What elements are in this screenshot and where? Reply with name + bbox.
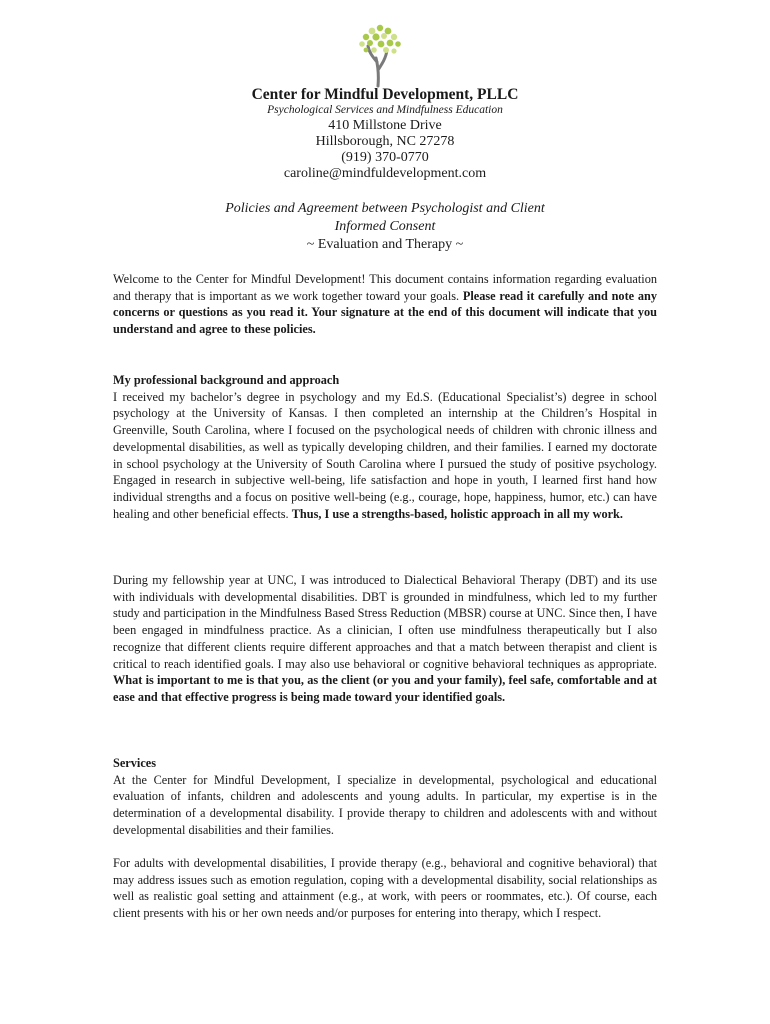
intro-bold-text: Please read it carefully and note any concerns or questions as you read it. Your signature at the end of this document will indicate that you understand and agree to these policies. xyxy=(113,288,657,337)
intro-text: Welcome to the Center for Mindful Development! This document contains information regarding evaluation and therapy that is important as we work together toward your goals. xyxy=(113,272,657,303)
services-section xyxy=(113,755,657,839)
org-tagline: Psychological Services and Mindfulness Education xyxy=(267,104,503,116)
fellowship-text: During my fellowship year at UNC, I was introduced to Dialectical Behavioral Therapy (DBT) and its use with individuals with developmental disabilities. DBT is grounded in mindfulness, which led to my further study and participation in the Mindfulness Based Stress Reduction (MBSR) course at UNC. Since then, I have been engaged in mindfulness practice. As a clinician, I often use mindfulness therapeutically but I also recognize that different clients require different approaches and that a match between therapist and client is critical to reach identified goals. I may also use behavioral or cognitive behavioral techniques as appropriate. xyxy=(113,573,657,671)
org-name: Center for Mindful Development, PLLC xyxy=(251,86,519,103)
adults-paragraph xyxy=(113,855,657,922)
phone-number: (919) 370-0770 xyxy=(341,150,429,165)
background-section xyxy=(113,372,657,522)
fellowship-paragraph xyxy=(113,572,657,706)
document-subtitle: Informed Consent xyxy=(334,219,436,234)
services-text: At the Center for Mindful Development, I specialize in developmental, psychological and educational evaluation of infants, children and adolescents and young adults. In particular, my expertise is in the determination of a developmental disability. I provide therapy to children and adolescents with and without developmental disabilities and their families. xyxy=(113,772,657,837)
address-street: 410 Millstone Drive xyxy=(328,118,442,133)
address-city: Hillsborough, NC 27278 xyxy=(315,134,455,149)
background-bold-text: Thus, I use a strengths-based, holistic approach in all my work. xyxy=(291,506,623,521)
services-heading: Services xyxy=(113,756,157,770)
document-scope: ~ Evaluation and Therapy ~ xyxy=(306,237,464,252)
background-text: I received my bachelor’s degree in psychology and my Ed.S. (Educational Specialist’s) degree in school psychology at the University of Kansas. I then completed an internship at the Children’s Hospital in Greenville, South Carolina, where I focused on the psychological needs of children with chronic illness and developmental disabilities, as well as typically developing children, and their families. I earned my doctorate in school psychology at the University of South Carolina where I pursued the study of positive psychology. Engaged in research in subjective well-being, life satisfaction and hope in youth, I learned first hand how individual strengths and a focus on positive well-being (e.g., courage, hope, happiness, humor, etc.) can have healing and other beneficial effects. xyxy=(113,389,657,521)
email-address: caroline@mindfuldevelopment.com xyxy=(283,166,487,181)
background-heading: My professional background and approach xyxy=(113,373,340,387)
tree-logo-icon xyxy=(356,22,404,88)
document-title: Policies and Agreement between Psychologist and Client xyxy=(225,201,545,216)
intro-paragraph xyxy=(113,271,657,338)
adults-text: For adults with developmental disabilities, I provide therapy (e.g., behavioral and cognitive behavioral) that may address issues such as emotion regulation, coping with a developmental disability, social relationships as well as realistic goal setting and attainment (e.g., at work, with peers or roommates, etc.). Of course, each client presents with his or her own needs and/or purposes for entering into therapy, which I respect. xyxy=(113,856,657,921)
fellowship-bold-text: What is important to me is that you, as the client (or you and your family), feel safe, comfortable and at ease and that effective progress is being made toward your identified goals. xyxy=(113,673,657,704)
